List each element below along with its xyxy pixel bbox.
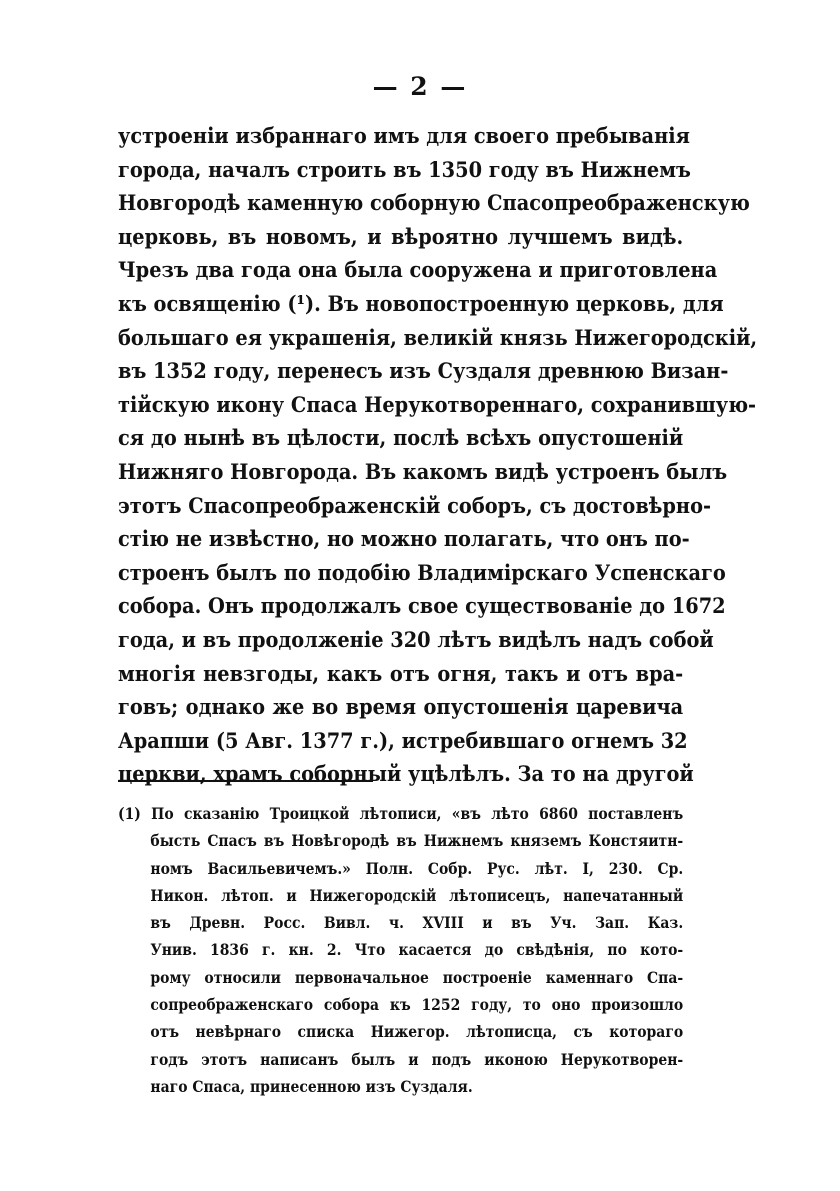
footnote-line: годъ этотъ написанъ былъ и подъ иконою Нерукотворен- [150, 1049, 684, 1069]
text-line: большаго ея украшенія, великій князь Нижегородскій, [118, 325, 758, 351]
text-line: года, и въ продолженіе 320 лѣтъ видѣлъ надъ собой [118, 627, 714, 653]
text-line: говъ; однако же во время опустошенія царевича [118, 695, 684, 721]
text-line: Арапши (5 Авг. 1377 г.), истребившаго огнемъ 32 [118, 728, 688, 754]
page-number: — 2 — [372, 72, 468, 101]
text-line: въ 1352 году, перенесъ изъ Суздаля древнюю Визан- [118, 359, 729, 385]
footnote [118, 800, 683, 1100]
text-line: тійскую икону Спаса Нерукотвореннаго, сохранившую- [118, 392, 757, 418]
text-line: Нижняго Новгорода. Въ какомъ видѣ устроенъ былъ [118, 459, 728, 485]
text-line: Новгородѣ каменную соборную Спасопреображенскую [118, 191, 750, 217]
footnote-line: Никон. лѣтоп. и Нижегородскій лѣтописецъ, напечатанный [150, 885, 684, 905]
footnote-line: наго Спаса, принесенною изъ Суздаля. [150, 1076, 473, 1096]
footnote-line: бысть Спасъ въ Новѣгородѣ въ Нижнемъ княземъ Констяитн- [150, 831, 684, 851]
text-line: города, началъ строить въ 1350 году въ Нижнемъ [118, 157, 691, 183]
footnote-line: сопреображенскаго собора къ 1252 году, то оно произошло [150, 995, 684, 1015]
text-line: церковь, въ новомъ, и вѣроятно лучшемъ видѣ. [118, 224, 684, 250]
text-line: Чрезъ два года она была сооружена и приготовлена [118, 258, 718, 284]
text-line: къ освященію (¹). Въ новопостроенную церковь, для [118, 291, 724, 317]
footnote-line: рому относили первоначальное построеніе каменнаго Спа- [150, 967, 684, 987]
text-line: стію не извѣстно, но можно полагать, что онъ по- [118, 527, 690, 553]
text-line: устроеніи избраннаго имъ для своего пребыванія [118, 124, 690, 149]
text-line: собора. Онъ продолжалъ свое существованіе до 1672 [118, 594, 726, 620]
footnote-divider [118, 780, 373, 782]
footnote-line: (1) По сказанію Троицкой лѣтописи, «въ лѣто 6860 поставленъ [118, 804, 684, 823]
text-line: многія невзгоды, какъ отъ огня, такъ и отъ вра- [118, 661, 684, 687]
main-text [118, 120, 758, 792]
text-line: ся до нынѣ въ цѣлости, послѣ всѣхъ опустошеній [118, 426, 684, 452]
footnote-line: номъ Васильевичемъ.» Полн. Собр. Рус. лѣт. I, 230. Ср. [150, 858, 684, 878]
footnote-line: Унив. 1836 г. кн. 2. Что касается до свѣдѣнія, по кото- [150, 940, 684, 960]
text-line: этотъ Спасопреображенскій соборъ, съ достовѣрно- [118, 493, 712, 519]
text-line: строенъ былъ по подобію Владимірскаго Успенскаго [118, 560, 726, 586]
footnote-line: въ Древн. Росс. Вивл. ч. XVIII и въ Уч. Зап. Каз. [150, 913, 684, 933]
text-line: церкви, храмъ соборный уцѣлѣлъ. За то на другой [118, 762, 694, 788]
footnote-line: отъ невѣрнаго списка Нижегор. лѣтописца, съ котораго [150, 1022, 684, 1042]
